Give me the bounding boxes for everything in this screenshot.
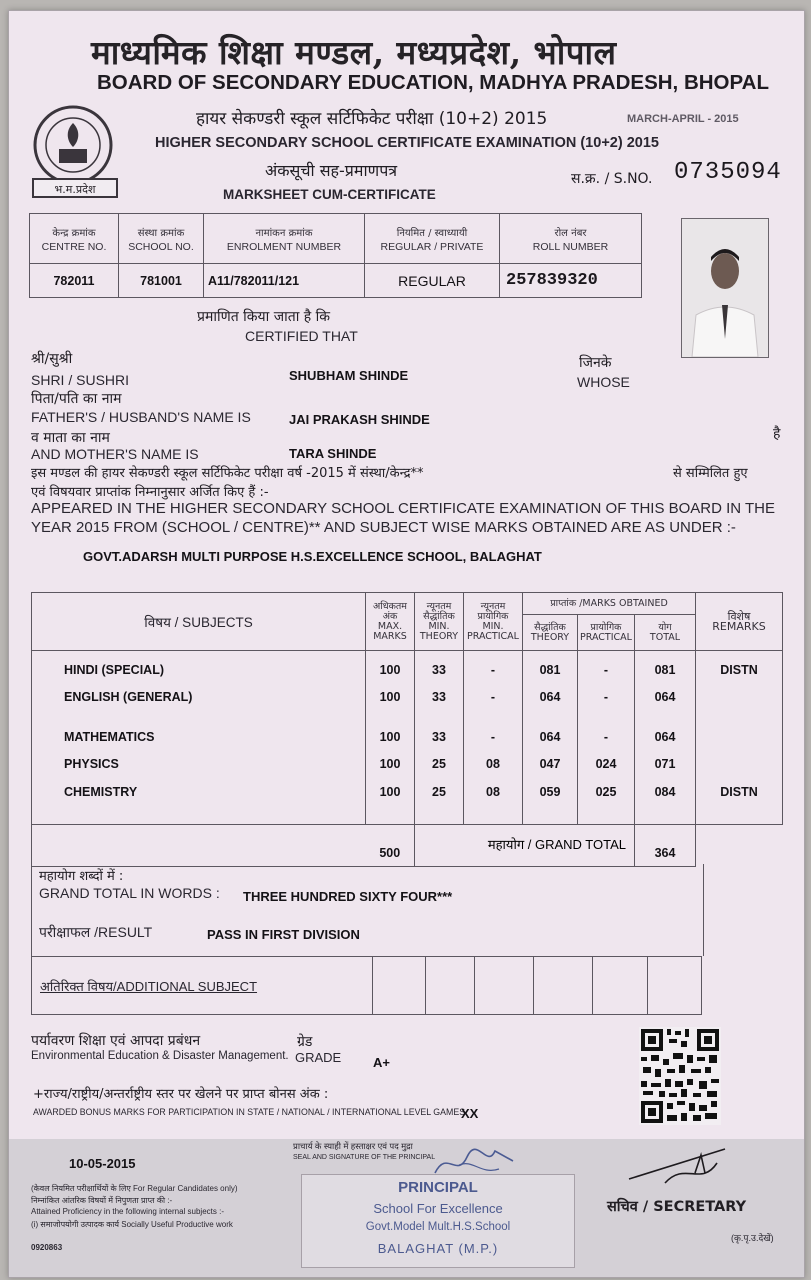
summary-box xyxy=(31,864,704,956)
marks-obtained-header: प्राप्तांक /MARKS OBTAINED xyxy=(523,593,696,615)
regular-private: REGULAR xyxy=(365,264,500,298)
marks-body-row xyxy=(32,651,783,825)
board-name-hindi: माध्यमिक शिक्षा मण्डल, मध्यप्रदेश, भोपाल xyxy=(91,33,617,72)
stamp-line-3: Govt.Model Mult.H.S.School xyxy=(365,1221,511,1233)
subject-3: MATHEMATICS xyxy=(64,730,155,744)
bonus-marks: XX xyxy=(461,1106,479,1121)
bonus-hindi: +राज्य/राष्ट्रीय/अन्तर्राष्ट्रीय स्तर पर खेलने पर प्राप्त बोनस अंक : xyxy=(33,1087,329,1102)
subject-column xyxy=(32,651,366,825)
logo-lettering: भ.म.प्रदेश xyxy=(54,183,96,196)
centre-no-header: केन्द्र क्रमांक CENTRE NO. xyxy=(30,214,119,264)
shri-label-english: SHRI / SUSHRI xyxy=(31,372,130,388)
candidate-photo xyxy=(681,218,769,358)
footer-note-1: (केवल नियमित परीक्षार्थियों के लिए For Regular Candidates only) xyxy=(31,1184,238,1193)
issue-date: 10-05-2015 xyxy=(69,1156,136,1171)
remarks-column: DISTN DISTN xyxy=(696,651,783,825)
mother-label-hindi: व माता का नाम xyxy=(31,430,110,446)
enrolment-number: A11/782011/121 xyxy=(204,264,365,298)
grand-total-words-hindi: महायोग शब्दों में : xyxy=(39,869,124,884)
additional-subject-table xyxy=(31,956,702,1015)
centre-no: 782011 xyxy=(30,264,119,298)
appeared-english-line2: YEAR 2015 FROM (SCHOOL / CENTRE)** AND SUBJECT WISE MARKS OBTAINED ARE AS UNDER :- xyxy=(31,519,736,536)
grand-total-row xyxy=(32,825,783,867)
min-theory-column: 33 33 33 25 25 xyxy=(415,651,464,825)
footer-note-2: निम्नांकित आंतरिक विषयों में निपुणता प्राप्त की :- xyxy=(31,1196,173,1205)
serial-number: 0735094 xyxy=(674,159,782,186)
subjects-header: विषय / SUBJECTS xyxy=(32,593,366,651)
env-education-english: Environmental Education & Disaster Management. xyxy=(31,1050,289,1062)
practical-column: - - - 024 025 xyxy=(578,651,635,825)
father-label-hindi: पिता/पति का नाम xyxy=(31,391,122,407)
appeared-english-line1: APPEARED IN THE HIGHER SECONDARY SCHOOL CERTIFICATE EXAMINATION OF THIS BOARD IN THE xyxy=(31,500,776,517)
roll-number: 257839320 xyxy=(500,264,642,298)
footer-note-3: Attained Proficiency in the following internal subjects :- xyxy=(31,1207,224,1216)
marksheet-certificate xyxy=(8,10,805,1278)
max-total: 500 xyxy=(366,825,415,867)
document-title-hindi: अंकसूची सह-प्रमाणपत्र xyxy=(265,161,398,180)
certified-hindi: प्रमाणित किया जाता है कि xyxy=(197,309,331,325)
father-label-english: FATHER'S / HUSBAND'S NAME IS xyxy=(31,409,251,425)
mother-label-english: AND MOTHER'S NAME IS xyxy=(31,446,199,462)
max-column: 100 100 100 100 100 xyxy=(366,651,415,825)
remarks-header: विशेष REMARKS xyxy=(696,593,783,651)
hai-hindi: है xyxy=(773,426,781,442)
seal-label-english: SEAL AND SIGNATURE OF THE PRINCIPAL xyxy=(293,1154,436,1161)
env-education-hindi: पर्यावरण शिक्षा एवं आपदा प्रबंधन xyxy=(31,1033,201,1049)
regular-private-header: नियमित / स्वाध्यायी REGULAR / PRIVATE xyxy=(365,214,500,264)
result-value: PASS IN FIRST DIVISION xyxy=(207,927,360,942)
total-header: योग TOTAL xyxy=(635,615,696,651)
grand-total-words: THREE HUNDRED SIXTY FOUR*** xyxy=(243,889,453,904)
grade-hindi: ग्रेड xyxy=(297,1034,313,1050)
roll-number-header: रोल नंबर ROLL NUMBER xyxy=(500,214,642,264)
appeared-hindi-line2: एवं विषयवार प्राप्तांक निम्नानुसार अर्जित किए हैं :- xyxy=(31,485,269,500)
serial-number-label: स.क्र. / S.NO. xyxy=(571,171,653,187)
document-title-english: MARKSHEET CUM-CERTIFICATE xyxy=(223,187,436,202)
theory-column: 081 064 064 047 059 xyxy=(523,651,578,825)
subject-2: ENGLISH (GENERAL) xyxy=(64,690,193,704)
min-practical-header: न्यूनतम प्रायोगिक MIN. PRACTICAL xyxy=(464,593,523,651)
school-no: 781001 xyxy=(119,264,204,298)
subject-4: PHYSICS xyxy=(64,757,119,771)
enrolment-header: नामांकन क्रमांक ENROLMENT NUMBER xyxy=(204,214,365,264)
grand-total: 364 xyxy=(635,825,696,867)
seal-label-hindi: प्राचार्य के स्याही में हस्ताक्षर एवं पद मुद्रा xyxy=(293,1141,413,1151)
candidate-name: SHUBHAM SHINDE xyxy=(289,368,409,383)
subject-1: HINDI (SPECIAL) xyxy=(64,663,164,677)
footer-note-4: (i) समाजोपयोगी उत्पादक कार्य Socially Useful Productive work xyxy=(31,1220,233,1229)
exam-title-hindi: हायर सेकण्डरी स्कूल सर्टिफिकेट परीक्षा (10+2) 2015 xyxy=(196,109,548,129)
marks-table xyxy=(31,592,783,867)
subject-5: CHEMISTRY xyxy=(64,785,138,799)
certified-english: CERTIFIED THAT xyxy=(245,328,358,344)
grade-value: A+ xyxy=(373,1055,390,1070)
footer-serial: 0920863 xyxy=(31,1243,63,1252)
grade-label: GRADE xyxy=(295,1050,342,1065)
stamp-line-2: School For Excellence xyxy=(373,1201,503,1216)
stamp-line-4: BALAGHAT (M.P.) xyxy=(377,1241,499,1256)
board-name-english: BOARD OF SECONDARY EDUCATION, MADHYA PRADESH, BHOPAL xyxy=(97,71,769,94)
stamp-title: PRINCIPAL xyxy=(398,1179,478,1196)
appeared-hindi-line1-end: से सम्मिलित हुए xyxy=(673,466,748,481)
footer-code: (कृ.पृ.उ.देखें) xyxy=(731,1233,774,1243)
grand-total-words-label: GRAND TOTAL IN WORDS : xyxy=(39,885,220,901)
max-marks-header: अधिकतम अंक MAX. MARKS xyxy=(366,593,415,651)
whose-english: WHOSE xyxy=(577,374,630,390)
father-name: JAI PRAKASH SHINDE xyxy=(289,412,430,427)
result-label: परीक्षाफल /RESULT xyxy=(39,924,153,940)
theory-header: सैद्धांतिक THEORY xyxy=(523,615,578,651)
board-emblem-logo xyxy=(25,103,125,203)
shri-label-hindi: श्री/सुश्री xyxy=(31,351,73,367)
exam-session: MARCH-APRIL - 2015 xyxy=(627,113,739,125)
secretary-label: सचिव / SECRETARY xyxy=(607,1199,747,1215)
total-column: 081 064 064 071 084 xyxy=(635,651,696,825)
min-practical-column: - - - 08 08 xyxy=(464,651,523,825)
grand-total-label: महायोग / GRAND TOTAL xyxy=(415,825,635,867)
practical-header: प्रायोगिक PRACTICAL xyxy=(578,615,635,651)
secretary-signature xyxy=(625,1143,735,1193)
whose-hindi: जिनके xyxy=(579,355,612,371)
school-no-header: संस्था क्रमांक SCHOOL NO. xyxy=(119,214,204,264)
qr-code xyxy=(639,1027,721,1125)
bonus-english: AWARDED BONUS MARKS FOR PARTICIPATION IN STATE / NATIONAL / INTERNATIONAL LEVEL GAMES xyxy=(33,1107,466,1117)
appeared-hindi-line1: इस मण्डल की हायर सेकण्डरी स्कूल सर्टिफिकेट परीक्षा वर्ष -2015 में संस्था/केन्द्र** xyxy=(31,466,424,481)
mother-name: TARA SHINDE xyxy=(289,446,377,461)
principal-stamp xyxy=(301,1174,575,1268)
min-theory-header: न्यूनतम सैद्धांतिक MIN. THEORY xyxy=(415,593,464,651)
principal-signature xyxy=(429,1139,519,1183)
exam-title-english: HIGHER SECONDARY SCHOOL CERTIFICATE EXAMINATION (10+2) 2015 xyxy=(155,135,659,151)
school-name: GOVT.ADARSH MULTI PURPOSE H.S.EXCELLENCE SCHOOL, BALAGHAT xyxy=(83,549,542,564)
additional-subject-label: अतिरिक्त विषय/ADDITIONAL SUBJECT xyxy=(32,957,373,1015)
candidate-info-table xyxy=(29,213,642,298)
